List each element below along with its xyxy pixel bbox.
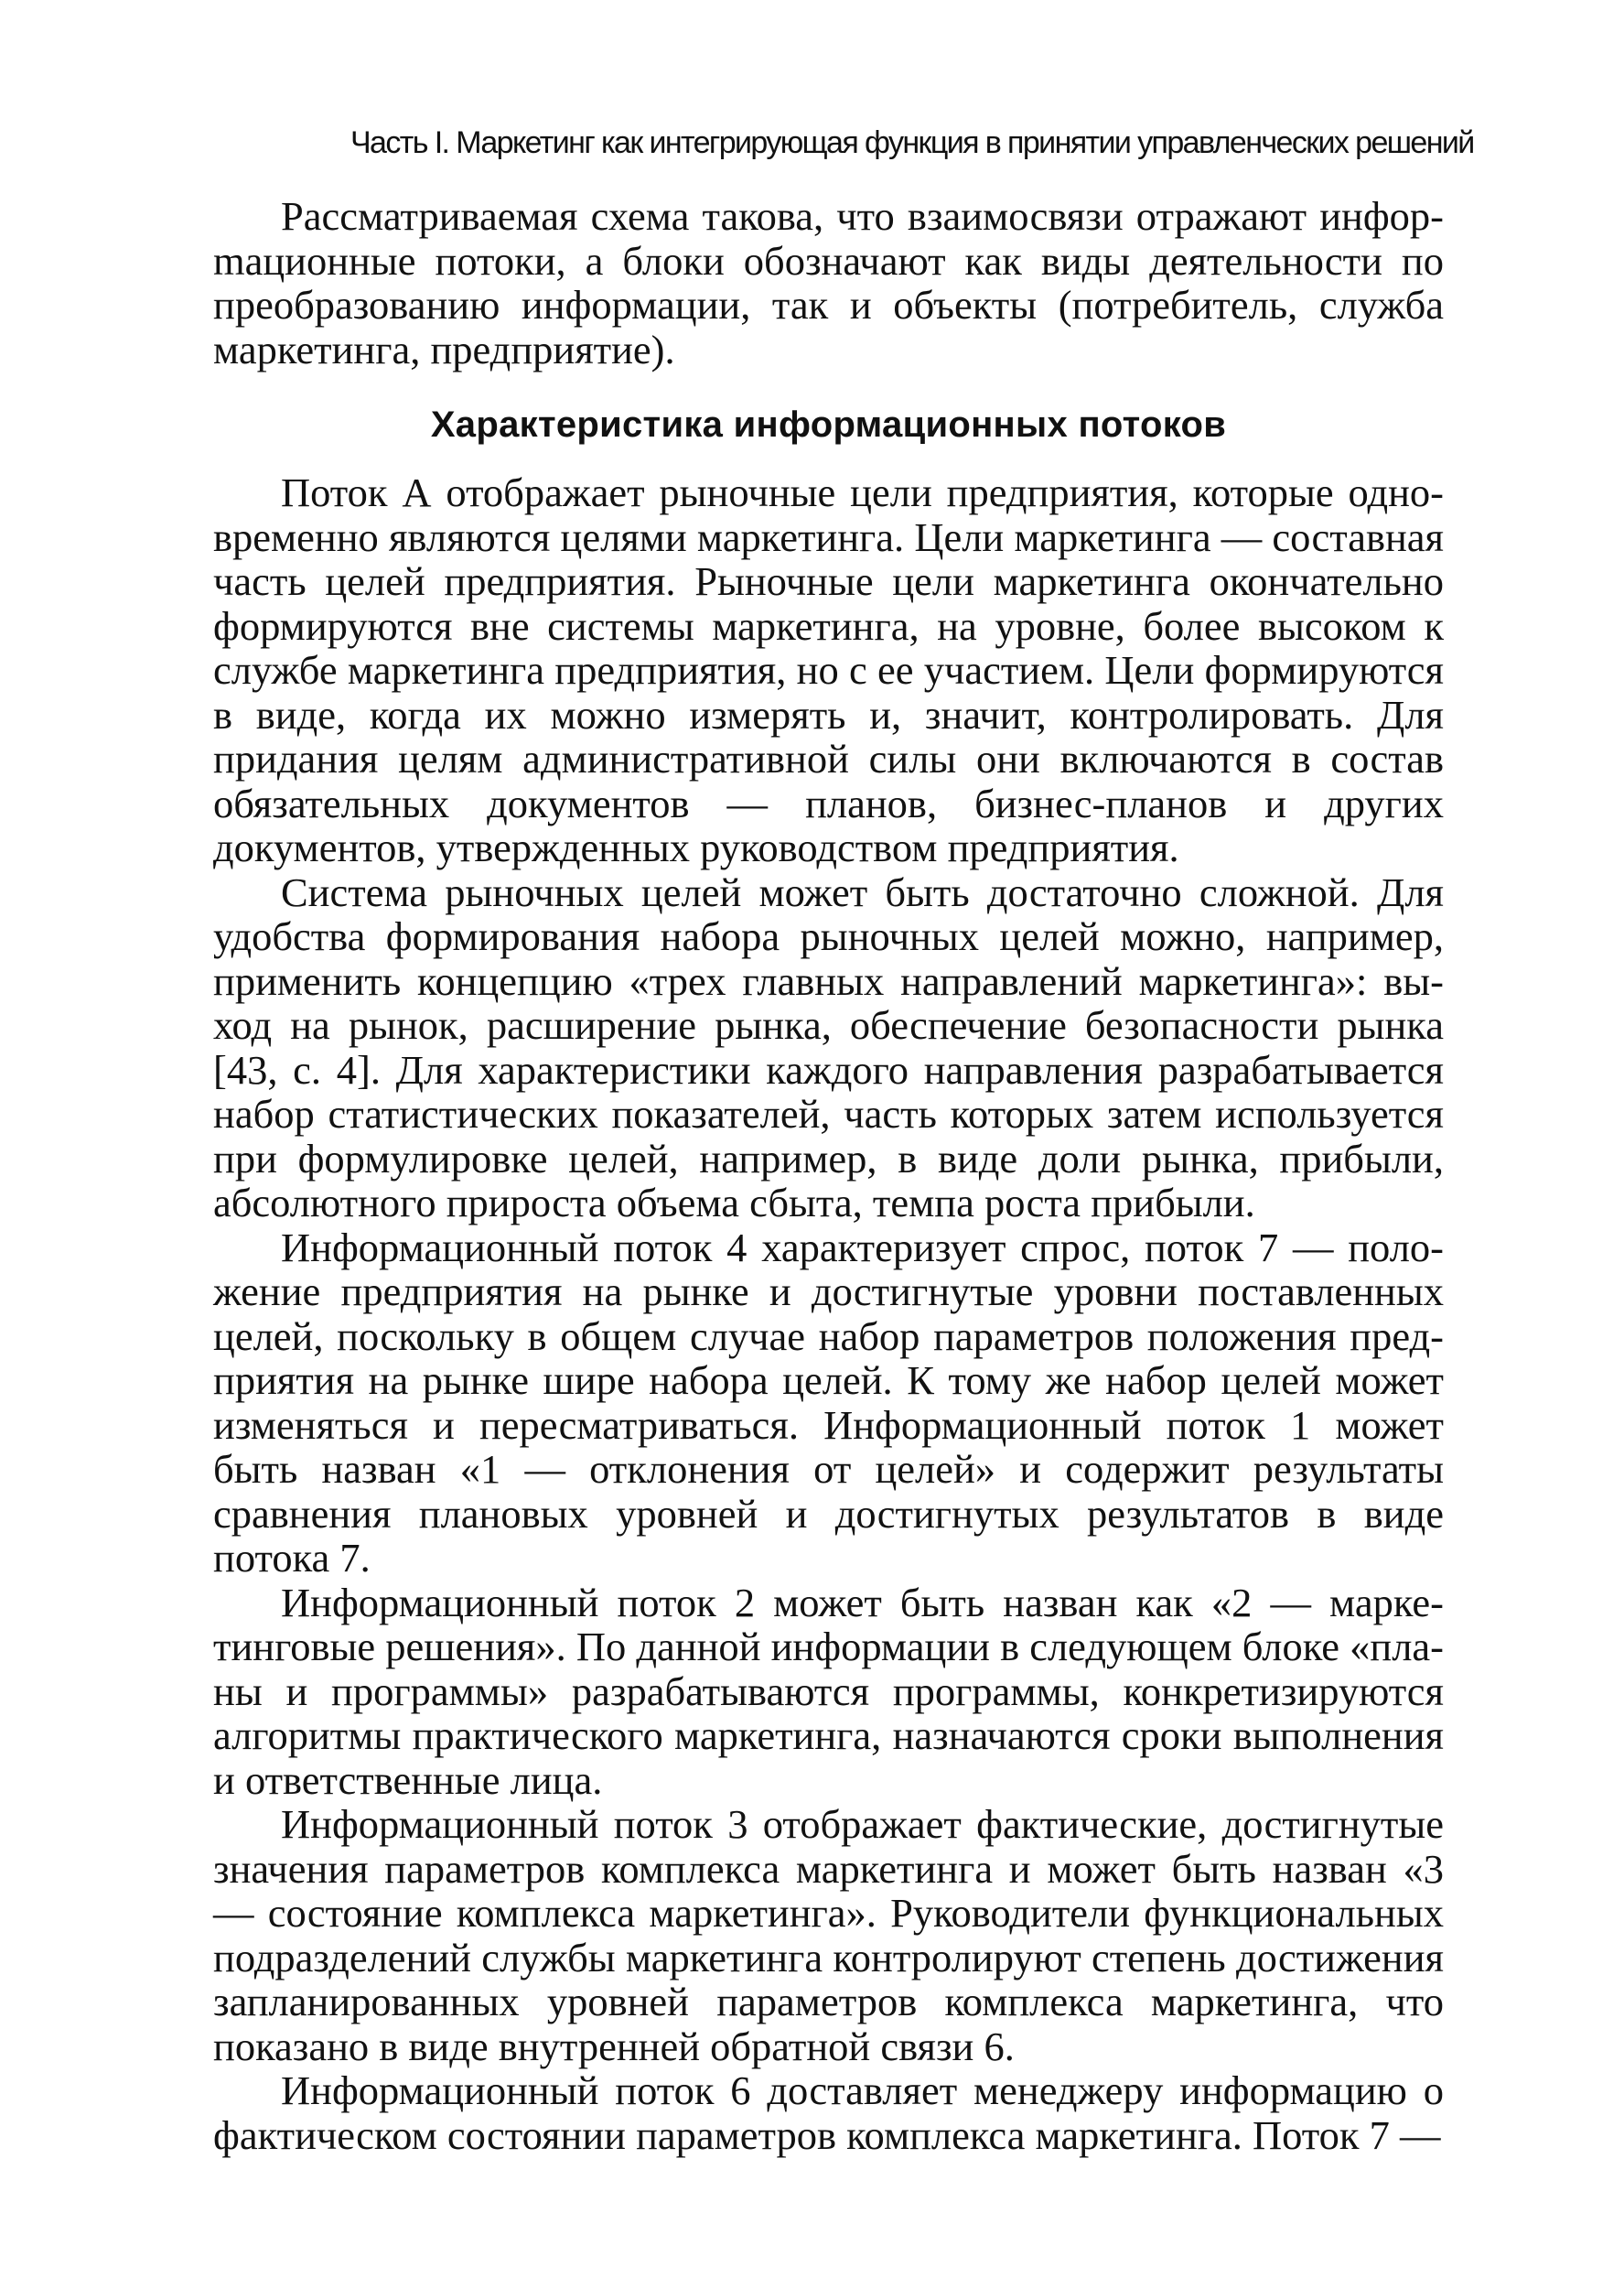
section-heading: Характеристика информационных потоков [430,405,1227,445]
paragraph-flow-a: Поток А отображает рыночные цели предприятия, которые одновременно являются целями маркетинга. Цели маркетинга — составная часть целей предприятия. Рыночные цели маркетинга окончательно формируются вне системы маркетинга, на уровне, более высоком к службе маркетинга предприятия, но с ее участием. Цели формируются в виде, когда их можно измерять и, значит, контролировать. Для придания целям административной силы они включаются в состав обязательных документов — планов, бизнес-планов и других документов, утвержденных руководством предприятия. [213,469,1444,870]
paragraph-flow-4: Информационный поток 4 характеризует спрос, поток 7 — положение предприятия на рынке и достигнутые уровни поставленных целей, поскольку в общем случае набор параметров положения предприятия на рынке шире набора целей. К тому же набор целей может изменяться и пересматриваться. Информационный поток 1 может быть назван «1 — отклонения от целей» и содержит результаты сравнения плановых уровней и достигнутых результатов в виде потока 7. [213,1224,1444,1581]
paragraph-flow-3: Информационный поток 3 отображает фактические, достигнутые значения параметров комплекса маркетинга и может быть назван «3 — состояние комплекса маркетинга». Руководители функциональных подразделений службы маркетинга контролируют степень достижения запланированных уровней параметров комплекса маркетинга, что показано в виде внутренней обратной связи 6. [213,1801,1444,2069]
paragraph-market-goals: Система рыночных целей может быть достаточно сложной. Для удобства формирования набора рыночных целей можно, например, применить концепцию «трех главных направлений маркетинга»: выход на рынок, расширение рынка, обеспечение безопасности рынка [43, с. 4]. Для характеристики каждого направления разрабатывается набор статистических показателей, часть которых затем используется при формулировке целей, например, в виде доли рынка, прибыли, абсолютного прироста объема сбыта, темпа роста прибыли. [213,869,1444,1225]
paragraph-flow-6: Информационный поток 6 доставляет менеджеру информацию о фактическом состоянии параметров комплекса маркетинга. Поток 7 — [213,2067,1444,2158]
body-text [213,194,1444,2157]
paragraph-flow-2: Информационный поток 2 может быть назван как «2 — маркетинговые решения». По данной информации в следующем блоке «планы и программы» разрабатываются программы, конкретизируются алгоритмы практического маркетинга, назначаются сроки выполнения и ответственные лица. [213,1579,1444,1803]
intro-paragraph: Рассматриваемая схема такова, что взаимосвязи отражают инфорmационные потоки, а блоки обозначают как виды деятельности по преобразованию информации, так и объекты (потребитель, служба маркетинга, предприятие). [213,193,1444,372]
running-head: Часть I. Маркетинг как интегрирующая функция в принятии управленческих решений [350,125,1474,160]
